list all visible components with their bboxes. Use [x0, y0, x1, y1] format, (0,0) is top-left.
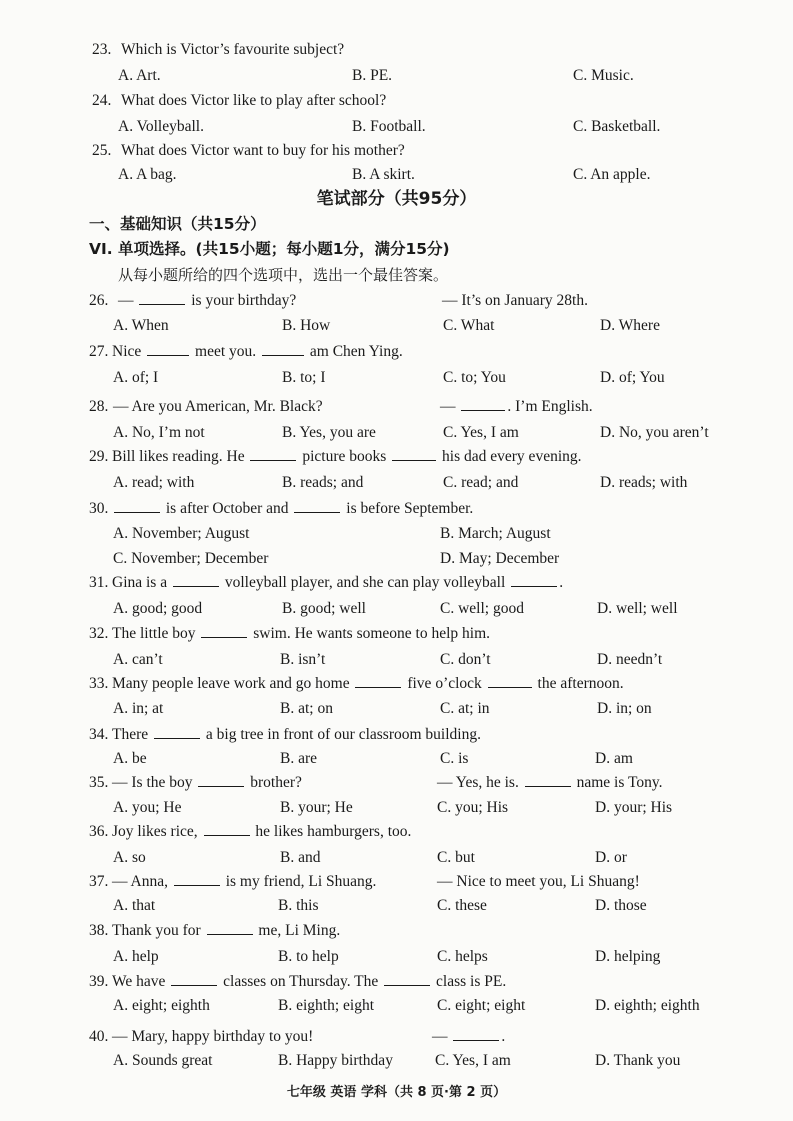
options-37: [0, 894, 793, 918]
stem-part: is after October and: [165, 500, 289, 517]
answer-blank[interactable]: [294, 497, 340, 513]
option-a[interactable]: A. Volleyball.: [118, 118, 204, 135]
stem-part: the afternoon.: [537, 675, 624, 692]
answer-blank[interactable]: [355, 672, 401, 688]
question-24: [0, 89, 793, 113]
stem-part: There: [112, 726, 149, 743]
reply-text: [437, 771, 662, 795]
stem-part: Many people leave work and go home: [112, 675, 350, 692]
options-28: [0, 421, 793, 445]
option-c[interactable]: C. at; in: [440, 700, 490, 717]
question-number: 34.: [89, 726, 109, 743]
answer-blank[interactable]: [525, 771, 571, 787]
option-c[interactable]: C. What: [443, 317, 495, 334]
option-d[interactable]: D. of; You: [600, 369, 665, 386]
option-b[interactable]: B. PE.: [352, 67, 393, 84]
option-d[interactable]: D. needn’t: [597, 651, 663, 668]
option-c[interactable]: C. Basketball.: [573, 118, 661, 135]
options-40: [0, 1049, 793, 1073]
question-34: [0, 723, 793, 747]
question-number: 27.: [89, 343, 109, 360]
answer-blank[interactable]: [171, 970, 217, 986]
section-vi: [0, 237, 793, 261]
question-33: [0, 672, 793, 696]
option-a[interactable]: A. eight; eighth: [113, 997, 210, 1014]
stem-part: We have: [112, 973, 166, 990]
instruction: [0, 263, 793, 287]
question-number: 24.: [92, 92, 112, 109]
footer-text: 七年级 英语 学科（共 8 页·第 2 页）: [286, 1085, 507, 1100]
option-b[interactable]: B. reads; and: [282, 474, 364, 491]
reply-text: [432, 1025, 505, 1049]
stem-part: me, Li Ming.: [258, 922, 341, 939]
question-32: [0, 622, 793, 646]
option-c[interactable]: C. these: [437, 897, 487, 914]
stem-part: Thank you for: [112, 922, 201, 939]
reply-text: — Nice to meet you, Li Shuang!: [437, 873, 640, 890]
stem-part: — Is the boy: [112, 774, 193, 791]
question-stem: What does Victor like to play after school?: [121, 92, 387, 109]
option-d[interactable]: D. those: [595, 897, 647, 914]
stem-part: .: [559, 574, 564, 591]
options-30-row2: [0, 547, 793, 571]
answer-blank[interactable]: [139, 289, 185, 305]
question-40: [0, 1025, 793, 1049]
stem-part: his dad every evening.: [442, 448, 582, 465]
stem-part: Joy likes rice,: [112, 823, 198, 840]
stem-part: Gina is a: [112, 574, 168, 591]
stem-part: The little boy: [112, 625, 196, 642]
option-c[interactable]: C. Music.: [573, 67, 634, 84]
section-heading: 一、基础知识（共15分）: [89, 215, 266, 233]
option-a[interactable]: A. Art.: [118, 67, 161, 84]
question-stem: [112, 445, 582, 469]
option-b[interactable]: B. Football.: [352, 118, 426, 135]
option-b[interactable]: B. your; He: [280, 799, 353, 816]
option-b[interactable]: B. March; August: [440, 525, 551, 542]
options-23: [0, 64, 793, 88]
answer-blank[interactable]: [384, 970, 430, 986]
stem-part: a big tree in front of our classroom building.: [205, 726, 481, 743]
answer-blank[interactable]: [201, 622, 247, 638]
question-stem: [112, 820, 411, 844]
answer-blank[interactable]: [392, 445, 436, 461]
option-d[interactable]: D. Thank you: [595, 1052, 681, 1069]
question-number: 36.: [89, 823, 109, 840]
stem-part: brother?: [250, 774, 302, 791]
question-stem: [112, 622, 490, 646]
question-38: [0, 919, 793, 943]
question-29: [0, 445, 793, 469]
reply-part: . I’m English.: [507, 398, 593, 415]
option-b[interactable]: B. Happy birthday: [278, 1052, 393, 1069]
question-28: [0, 395, 793, 419]
question-stem: [112, 870, 376, 894]
stem-part: picture books: [302, 448, 387, 465]
question-number: 23.: [92, 41, 112, 58]
answer-blank[interactable]: [511, 571, 557, 587]
option-d[interactable]: D. eighth; eighth: [595, 997, 700, 1014]
option-d[interactable]: D. Where: [600, 317, 660, 334]
option-a[interactable]: A. of; I: [113, 369, 159, 386]
options-32: [0, 648, 793, 672]
options-33: [0, 697, 793, 721]
question-number: 33.: [89, 675, 109, 692]
option-a[interactable]: A. can’t: [113, 651, 163, 668]
question-number: 25.: [92, 142, 112, 159]
question-number: 38.: [89, 922, 109, 939]
answer-blank[interactable]: [262, 340, 304, 356]
answer-blank[interactable]: [154, 723, 200, 739]
option-c[interactable]: C. November; December: [113, 550, 269, 567]
options-25: [0, 163, 793, 187]
option-a[interactable]: A. that: [113, 897, 156, 914]
question-31: [0, 571, 793, 595]
stem-part: classes on Thursday. The: [223, 973, 379, 990]
option-b[interactable]: B. isn’t: [280, 651, 326, 668]
answer-blank[interactable]: [114, 497, 160, 513]
question-25: [0, 139, 793, 163]
option-b[interactable]: B. and: [280, 849, 321, 866]
question-stem: [112, 771, 302, 795]
option-a[interactable]: A. so: [113, 849, 146, 866]
option-d[interactable]: D. well; well: [597, 600, 678, 617]
options-34: [0, 747, 793, 771]
reply-part: .: [501, 1028, 506, 1045]
options-29: [0, 471, 793, 495]
option-b[interactable]: B. to help: [278, 948, 339, 965]
question-stem: [112, 571, 563, 595]
answer-blank[interactable]: [453, 1025, 499, 1041]
option-a[interactable]: A. No, I’m not: [113, 424, 205, 441]
option-b[interactable]: B. to; I: [282, 369, 326, 386]
options-31: [0, 597, 793, 621]
option-a[interactable]: A. When: [113, 317, 169, 334]
options-35: [0, 796, 793, 820]
option-d[interactable]: D. reads; with: [600, 474, 688, 491]
options-36: [0, 846, 793, 870]
written-section-title: [0, 187, 793, 211]
question-26: [0, 289, 793, 313]
option-a[interactable]: A. November; August: [113, 525, 250, 542]
option-c[interactable]: C. you; His: [437, 799, 509, 816]
option-d[interactable]: D. May; December: [440, 550, 560, 567]
option-c[interactable]: C. Yes, I am: [443, 424, 519, 441]
option-a[interactable]: A. in; at: [113, 700, 164, 717]
question-27: [0, 340, 793, 364]
options-24: [0, 115, 793, 139]
stem-part: am Chen Ying.: [309, 343, 403, 360]
question-number: 26.: [89, 292, 109, 309]
question-37: [0, 870, 793, 894]
section-heading: 笔试部分（共95分）: [316, 189, 477, 209]
stem-part: — Anna,: [112, 873, 168, 890]
question-stem: — Are you American, Mr. Black?: [113, 398, 323, 415]
question-35: [0, 771, 793, 795]
option-d[interactable]: D. your; His: [595, 799, 673, 816]
answer-blank[interactable]: [250, 445, 296, 461]
option-d[interactable]: D. No, you aren’t: [600, 424, 709, 441]
option-c[interactable]: C. read; and: [443, 474, 519, 491]
stem-part: five o’clock: [407, 675, 482, 692]
option-b[interactable]: B. at; on: [280, 700, 333, 717]
question-stem: [112, 723, 481, 747]
reply-text: — It’s on January 28th.: [442, 292, 588, 309]
options-30-row1: [0, 522, 793, 546]
stem-part: Bill likes reading. He: [112, 448, 245, 465]
question-number: 39.: [89, 973, 109, 990]
page-footer: [0, 1081, 793, 1105]
question-number: 30.: [89, 500, 109, 517]
question-stem: — Mary, happy birthday to you!: [112, 1028, 314, 1045]
option-c[interactable]: C. An apple.: [573, 166, 651, 183]
question-36: [0, 820, 793, 844]
question-39: [0, 970, 793, 994]
answer-blank[interactable]: [174, 870, 220, 886]
section-heading: VI. 单项选择。(共15小题；每小题1分，满分15分): [89, 240, 450, 258]
question-30: [0, 497, 793, 521]
question-number: 35.: [89, 774, 109, 791]
question-stem: What does Victor want to buy for his mother?: [121, 142, 405, 159]
option-d[interactable]: D. helping: [595, 948, 661, 965]
stem-part: meet you.: [195, 343, 257, 360]
section-basic: [0, 212, 793, 236]
stem-part: he likes hamburgers, too.: [255, 823, 412, 840]
reply-text: [440, 395, 593, 419]
answer-blank[interactable]: [488, 672, 532, 688]
stem-part: swim. He wants someone to help him.: [253, 625, 491, 642]
option-a[interactable]: A. good; good: [113, 600, 203, 617]
question-number: 31.: [89, 574, 109, 591]
option-b[interactable]: B. good; well: [282, 600, 366, 617]
stem-part: volleyball player, and she can play volleyball: [224, 574, 506, 591]
stem-part: class is PE.: [436, 973, 507, 990]
option-b[interactable]: B. How: [282, 317, 331, 334]
answer-blank[interactable]: [173, 571, 219, 587]
option-a[interactable]: A. read; with: [113, 474, 195, 491]
option-c[interactable]: C. but: [437, 849, 475, 866]
option-c[interactable]: C. well; good: [440, 600, 524, 617]
reply-part: —: [432, 1028, 448, 1045]
question-stem: [112, 672, 624, 696]
question-number: 29.: [89, 448, 109, 465]
question-stem: [112, 970, 506, 994]
question-number: 32.: [89, 625, 109, 642]
stem-part: is your birthday?: [191, 292, 297, 309]
answer-blank[interactable]: [198, 771, 244, 787]
option-b[interactable]: B. A skirt.: [352, 166, 415, 183]
option-c[interactable]: C. eight; eight: [437, 997, 526, 1014]
option-c[interactable]: C. is: [440, 750, 469, 767]
option-a[interactable]: A. be: [113, 750, 147, 767]
option-c[interactable]: C. Yes, I am: [435, 1052, 511, 1069]
option-b[interactable]: B. eighth; eight: [278, 997, 375, 1014]
option-c[interactable]: C. helps: [437, 948, 488, 965]
instruction-text: 从每小题所给的四个选项中，选出一个最佳答案。: [118, 266, 449, 284]
option-b[interactable]: B. Yes, you are: [282, 424, 376, 441]
option-d[interactable]: D. or: [595, 849, 627, 866]
answer-blank[interactable]: [207, 919, 253, 935]
answer-blank[interactable]: [147, 340, 189, 356]
options-26: [0, 314, 793, 338]
option-c[interactable]: C. don’t: [440, 651, 491, 668]
option-a[interactable]: A. A bag.: [118, 166, 177, 183]
answer-blank[interactable]: [461, 395, 505, 411]
question-number: 28.: [89, 398, 109, 415]
option-c[interactable]: C. to; You: [443, 369, 506, 386]
reply-part: —: [440, 398, 456, 415]
question-number: 40.: [89, 1028, 109, 1045]
reply-part: — Yes, he is.: [437, 774, 519, 791]
stem-part: Nice: [112, 343, 142, 360]
stem-part: is before September.: [346, 500, 474, 517]
question-stem: [112, 340, 403, 364]
option-b[interactable]: B. are: [280, 750, 318, 767]
option-a[interactable]: A. you; He: [113, 799, 182, 816]
stem-part: —: [118, 292, 134, 309]
question-number: 37.: [89, 873, 109, 890]
question-stem: [112, 497, 473, 521]
question-stem: [112, 919, 340, 943]
stem-part: is my friend, Li Shuang.: [225, 873, 377, 890]
option-d[interactable]: D. am: [595, 750, 633, 767]
question-stem: [118, 289, 296, 313]
options-38: [0, 945, 793, 969]
option-a[interactable]: A. help: [113, 948, 159, 965]
reply-part: name is Tony.: [576, 774, 663, 791]
options-27: [0, 366, 793, 390]
question-23: [0, 38, 793, 62]
answer-blank[interactable]: [204, 820, 250, 836]
question-stem: Which is Victor’s favourite subject?: [121, 41, 345, 58]
option-a[interactable]: A. Sounds great: [113, 1052, 213, 1069]
option-b[interactable]: B. this: [278, 897, 319, 914]
options-39: [0, 994, 793, 1018]
option-d[interactable]: D. in; on: [597, 700, 652, 717]
